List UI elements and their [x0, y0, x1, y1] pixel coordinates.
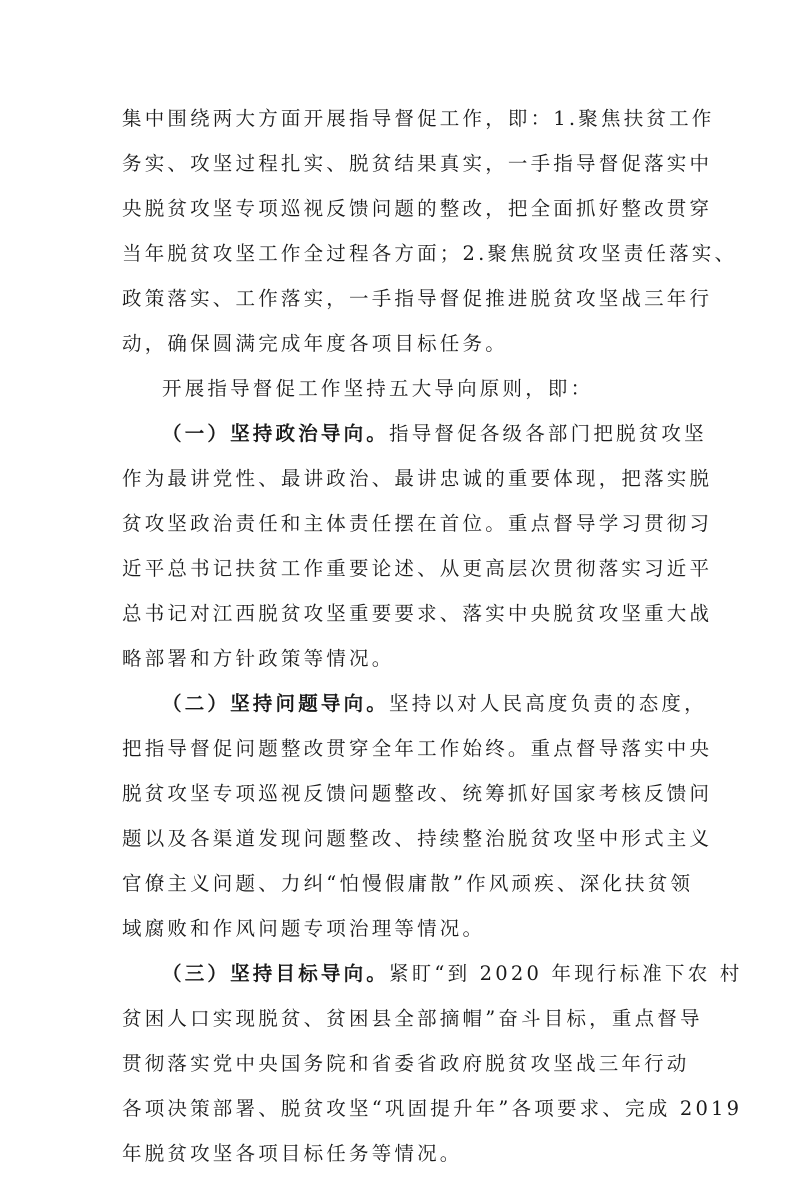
text-line: 贫攻坚政治责任和主体责任摆在首位。重点督导学习贯彻习: [122, 512, 713, 535]
text-line: 略部署和方针政策等情况。: [122, 647, 395, 670]
text-line: [122, 419, 707, 464]
paragraph-political-orientation: [122, 419, 713, 689]
text-line: 央脱贫攻坚专项巡视反馈问题的整改，把全面抓好整改贯穿: [122, 197, 713, 220]
text-line: 务实、攻坚过程扎实、脱贫结果真实，一手指导督促落实中: [122, 152, 713, 175]
section-heading: （一）坚持政治导向。: [162, 422, 390, 445]
text-line: 贯彻落实党中央国务院和省委省政府脱贫攻坚战三年行动: [122, 1052, 690, 1075]
text-line: 总书记对江西脱贫攻坚重要要求、落实中央脱贫攻坚重大战: [122, 602, 713, 625]
text-line: 当年脱贫攻坚工作全过程各方面；2.聚焦脱贫攻坚责任落实、: [122, 242, 738, 265]
paragraph-principles-intro: [122, 374, 675, 419]
text-line: 动，确保圆满完成年度各项目标任务。: [122, 332, 508, 355]
text-run: 坚持以对人民高度负责的态度，: [389, 692, 707, 715]
text-line: 作为最讲党性、最讲政治、最讲忠诚的重要体现，把落实脱: [122, 467, 713, 490]
text-line: 贫困人口实现脱贫、贫困县全部摘帽”奋斗目标，重点督导: [122, 1007, 703, 1030]
text-line: 官僚主义问题、力纠“怕慢假庸散”作风顽疾、深化扶贫领: [122, 872, 694, 895]
text-line: 域腐败和作风问题专项治理等情况。: [122, 917, 486, 940]
paragraph-goal-orientation: [122, 959, 743, 1184]
paragraph-focus-areas: [122, 104, 738, 374]
text-line: 题以及各渠道发现问题整改、持续整治脱贫攻坚中形式主义: [122, 827, 713, 850]
section-heading: （三）坚持目标导向。: [162, 962, 390, 985]
text-line: 开展指导督促工作坚持五大导向原则，即：: [162, 377, 594, 400]
text-run: 紧盯“到 2020 年现行标准下农 村: [389, 962, 743, 985]
text-line: 年脱贫攻坚各项目标任务等情况。: [122, 1142, 463, 1165]
section-heading: （二）坚持问题导向。: [162, 692, 390, 715]
document-page: [122, 104, 743, 1184]
paragraph-problem-orientation: [122, 689, 713, 959]
text-line: 各项决策部署、脱贫攻坚“巩固提升年”各项要求、完成 2019: [122, 1097, 743, 1120]
text-line: 近平总书记扶贫工作重要论述、从更高层次贯彻落实习近平: [122, 557, 713, 580]
text-line: 政策落实、工作落实，一手指导督促推进脱贫攻坚战三年行: [122, 287, 713, 310]
text-line: [122, 689, 707, 734]
text-run: 指导督促各级各部门把脱贫攻坚: [389, 422, 707, 445]
text-line: 把指导督促问题整改贯穿全年工作始终。重点督导落实中央: [122, 737, 713, 760]
text-line: 脱贫攻坚专项巡视反馈问题整改、统筹抓好国家考核反馈问: [122, 782, 713, 805]
text-line: 集中围绕两大方面开展指导督促工作，即：1.聚焦扶贫工作: [122, 107, 715, 130]
text-line: [122, 959, 743, 1004]
